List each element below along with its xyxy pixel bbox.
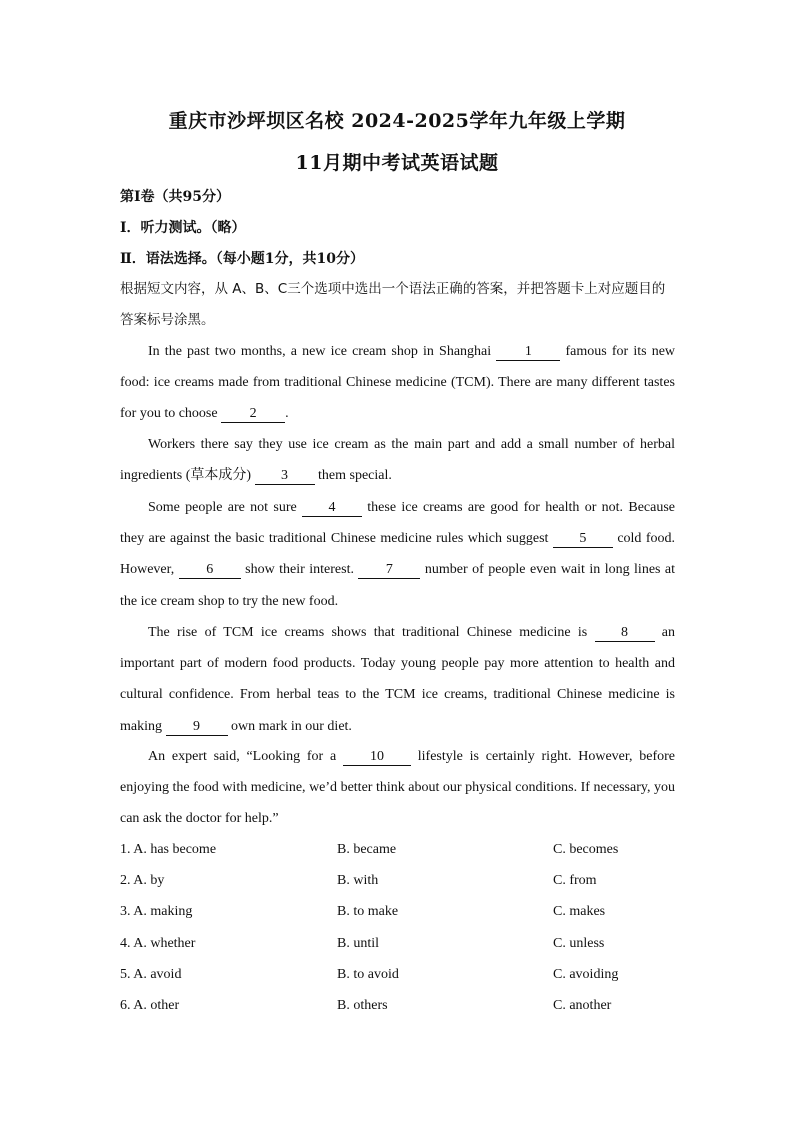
passage-text: Workers there say they use ice cream as the main part and add a small number of herbal ingredients (草本成分) [120, 437, 675, 484]
option-4c: C. unless [553, 936, 605, 951]
option-5a: 5. A. avoid [120, 967, 182, 982]
option-1a: 1. A. has become [120, 842, 217, 857]
option-6b: B. others [337, 998, 388, 1013]
passage-text: number of people even wait in long lines at the ice cream shop to try the new food. [120, 562, 676, 609]
option-6c: C. another [553, 998, 612, 1013]
blank-2: 2 [221, 405, 285, 423]
blank-1: 1 [496, 343, 560, 361]
option-5b: B. to avoid [337, 967, 399, 982]
part-heading: 第Ⅰ卷（共95分） [120, 189, 231, 205]
paragraph-1 [120, 336, 675, 430]
option-5c: C. avoiding [553, 967, 619, 982]
passage-text: own mark in our diet. [231, 718, 352, 734]
blank-4: 4 [302, 499, 362, 517]
title-line-2: 11月期中考试英语试题 [295, 152, 499, 174]
blank-5: 5 [553, 530, 613, 548]
option-3a: 3. A. making [120, 904, 193, 919]
option-1b: B. became [337, 842, 397, 857]
paragraph-3 [120, 492, 675, 617]
option-3b: B. to make [337, 904, 399, 919]
option-2b: B. with [337, 873, 379, 888]
blank-8: 8 [595, 624, 655, 642]
passage-text: The rise of TCM ice creams shows that traditional Chinese medicine is [148, 625, 588, 640]
option-2c: C. from [553, 873, 597, 888]
blank-7: 7 [358, 561, 420, 579]
blank-6: 6 [179, 561, 241, 579]
option-2a: 2. A. by [120, 873, 165, 888]
option-4b: B. until [337, 936, 380, 951]
passage-text: them special. [318, 468, 392, 484]
title-line-1: 重庆市沙坪坝区名校 2024-2025学年九年级上学期 [168, 110, 626, 132]
grammar-heading: Ⅱ．语法选择。（每小题1分，共10分） [120, 251, 365, 267]
paragraph-2 [120, 429, 675, 491]
blank-9: 9 [166, 718, 228, 736]
listening-heading: Ⅰ．听力测试。（略） [120, 220, 246, 236]
passage-text: Some people are not sure [148, 500, 297, 515]
passage-text: show their interest. [245, 562, 354, 578]
instruction-text: 根据短文内容，从 A、B、C三个选项中选出一个语法正确的答案，并把答题卡上对应题目的答案标号涂黑。 [120, 281, 666, 328]
passage-text: famous for its new food: ice creams made from traditional Chinese medicine (TCM). There are many different tastes for you to choose [120, 344, 676, 422]
option-4a: 4. A. whether [120, 936, 196, 951]
paragraph-5 [120, 741, 675, 835]
option-3c: C. makes [553, 904, 606, 919]
passage-text: . [285, 406, 289, 422]
passage-text: an important part of modern food products. Today young people pay more attention to health and cultural confidence. From herbal teas to the TCM ice creams, traditional Chinese medicine is making [120, 625, 676, 734]
passage-text: lifestyle is certainly right. However, before enjoying the food with medicine, we’d better think about our physical conditions. If necessary, you can ask the doctor for help.” [120, 749, 676, 827]
blank-3: 3 [255, 467, 315, 485]
passage-text: cold food. However, [120, 531, 676, 578]
passage-text: An expert said, “Looking for a [148, 749, 337, 764]
paragraph-4 [120, 617, 675, 742]
blank-10: 10 [343, 748, 411, 766]
passage-text: In the past two months, a new ice cream shop in Shanghai [148, 344, 492, 359]
option-1c: C. becomes [553, 842, 619, 857]
option-6a: 6. A. other [120, 998, 180, 1013]
passage-text: these ice creams are good for health or not. Because they are against the basic traditional Chinese medicine rules which suggest [120, 500, 675, 547]
